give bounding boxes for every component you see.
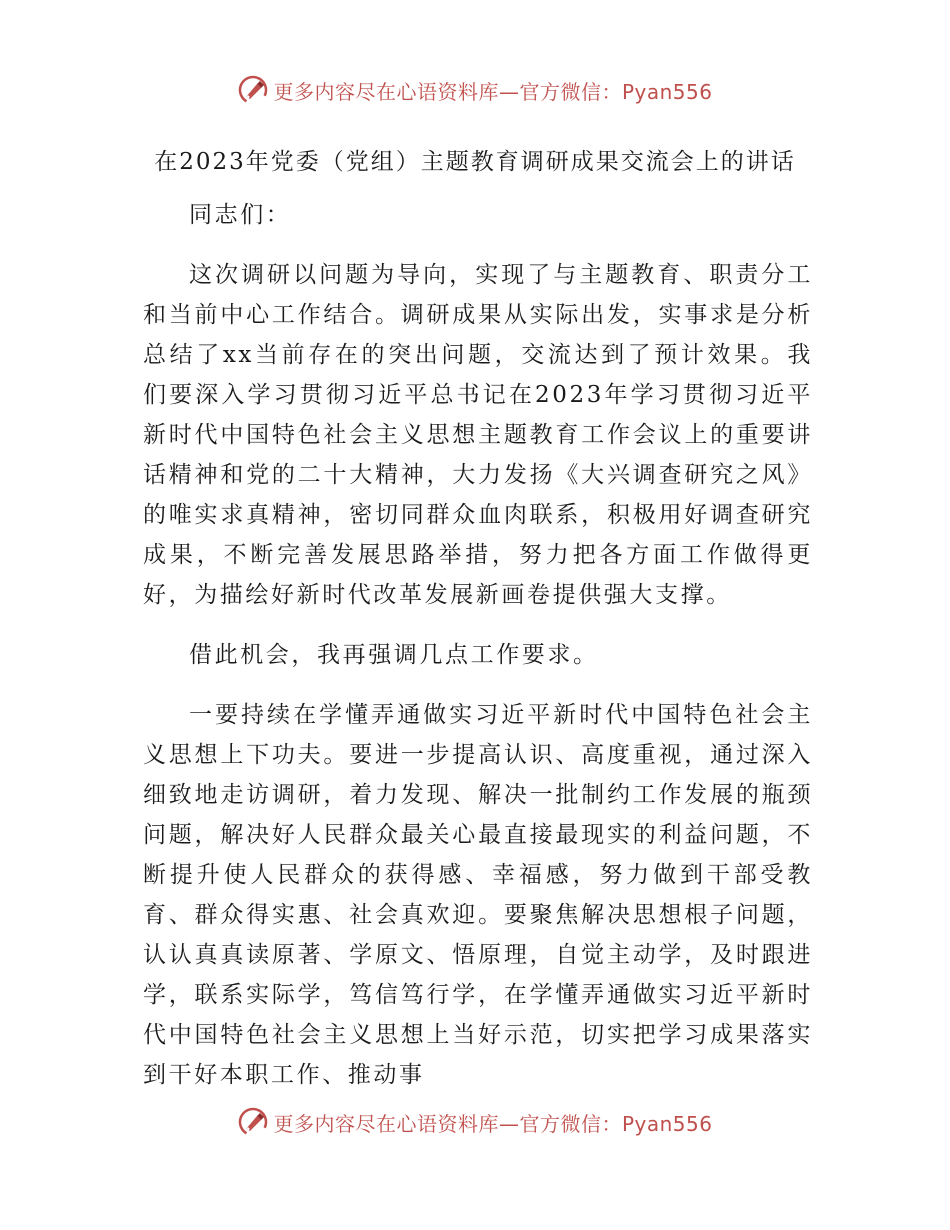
header-banner xyxy=(0,70,950,110)
footer-banner xyxy=(0,1102,950,1142)
pen-nib-logo-icon xyxy=(237,74,269,106)
salutation: 同志们： xyxy=(189,202,292,228)
document-title: 在2023年党委（党组）主题教育调研成果交流会上的讲话 xyxy=(154,149,796,175)
paragraph: 借此机会，我再强调几点工作要求。 xyxy=(189,642,599,668)
document-body xyxy=(143,195,813,1115)
banner-text: 更多内容尽在心语资料库—官方微信：Pyan556 xyxy=(273,1111,713,1136)
banner-text: 更多内容尽在心语资料库—官方微信：Pyan556 xyxy=(273,79,713,104)
pen-nib-logo-icon xyxy=(237,1106,269,1138)
paragraph: 一要持续在学懂弄通做实习近平新时代中国特色社会主义思想上下功夫。要进一步提高认识、高度重视，通过深入细致地走访调研，着力发现、解决一批制约工作发展的瓶颈问题，解决好人民群众最关心最直接最现实的利益问题，不断提升使人民群众的获得感、幸福感，努力做到干部受教育、群众得实惠、社会真欢迎。要聚焦解决思想根子问题，认认真真读原著、学原文、悟原理，自觉主动学，及时跟进学，联系实际学，笃信笃行学，在学懂弄通做实习近平新时代中国特色社会主义思想上当好示范，切实把学习成果落实到干好本职工作、推动事 xyxy=(143,702,813,1088)
paragraph: 这次调研以问题为导向，实现了与主题教育、职责分工和当前中心工作结合。调研成果从实际出发，实事求是分析总结了xx当前存在的突出问题，交流达到了预计效果。我们要深入学习贯彻习近平总书记在2023年学习贯彻习近平新时代中国特色社会主义思想主题教育工作会议上的重要讲话精神和党的二十大精神，大力发扬《大兴调查研究之风》的唯实求真精神，密切同群众血肉联系，积极用好调查研究成果，不断完善发展思路举措，努力把各方面工作做得更好，为描绘好新时代改革发展新画卷提供强大支撑。 xyxy=(143,262,813,608)
